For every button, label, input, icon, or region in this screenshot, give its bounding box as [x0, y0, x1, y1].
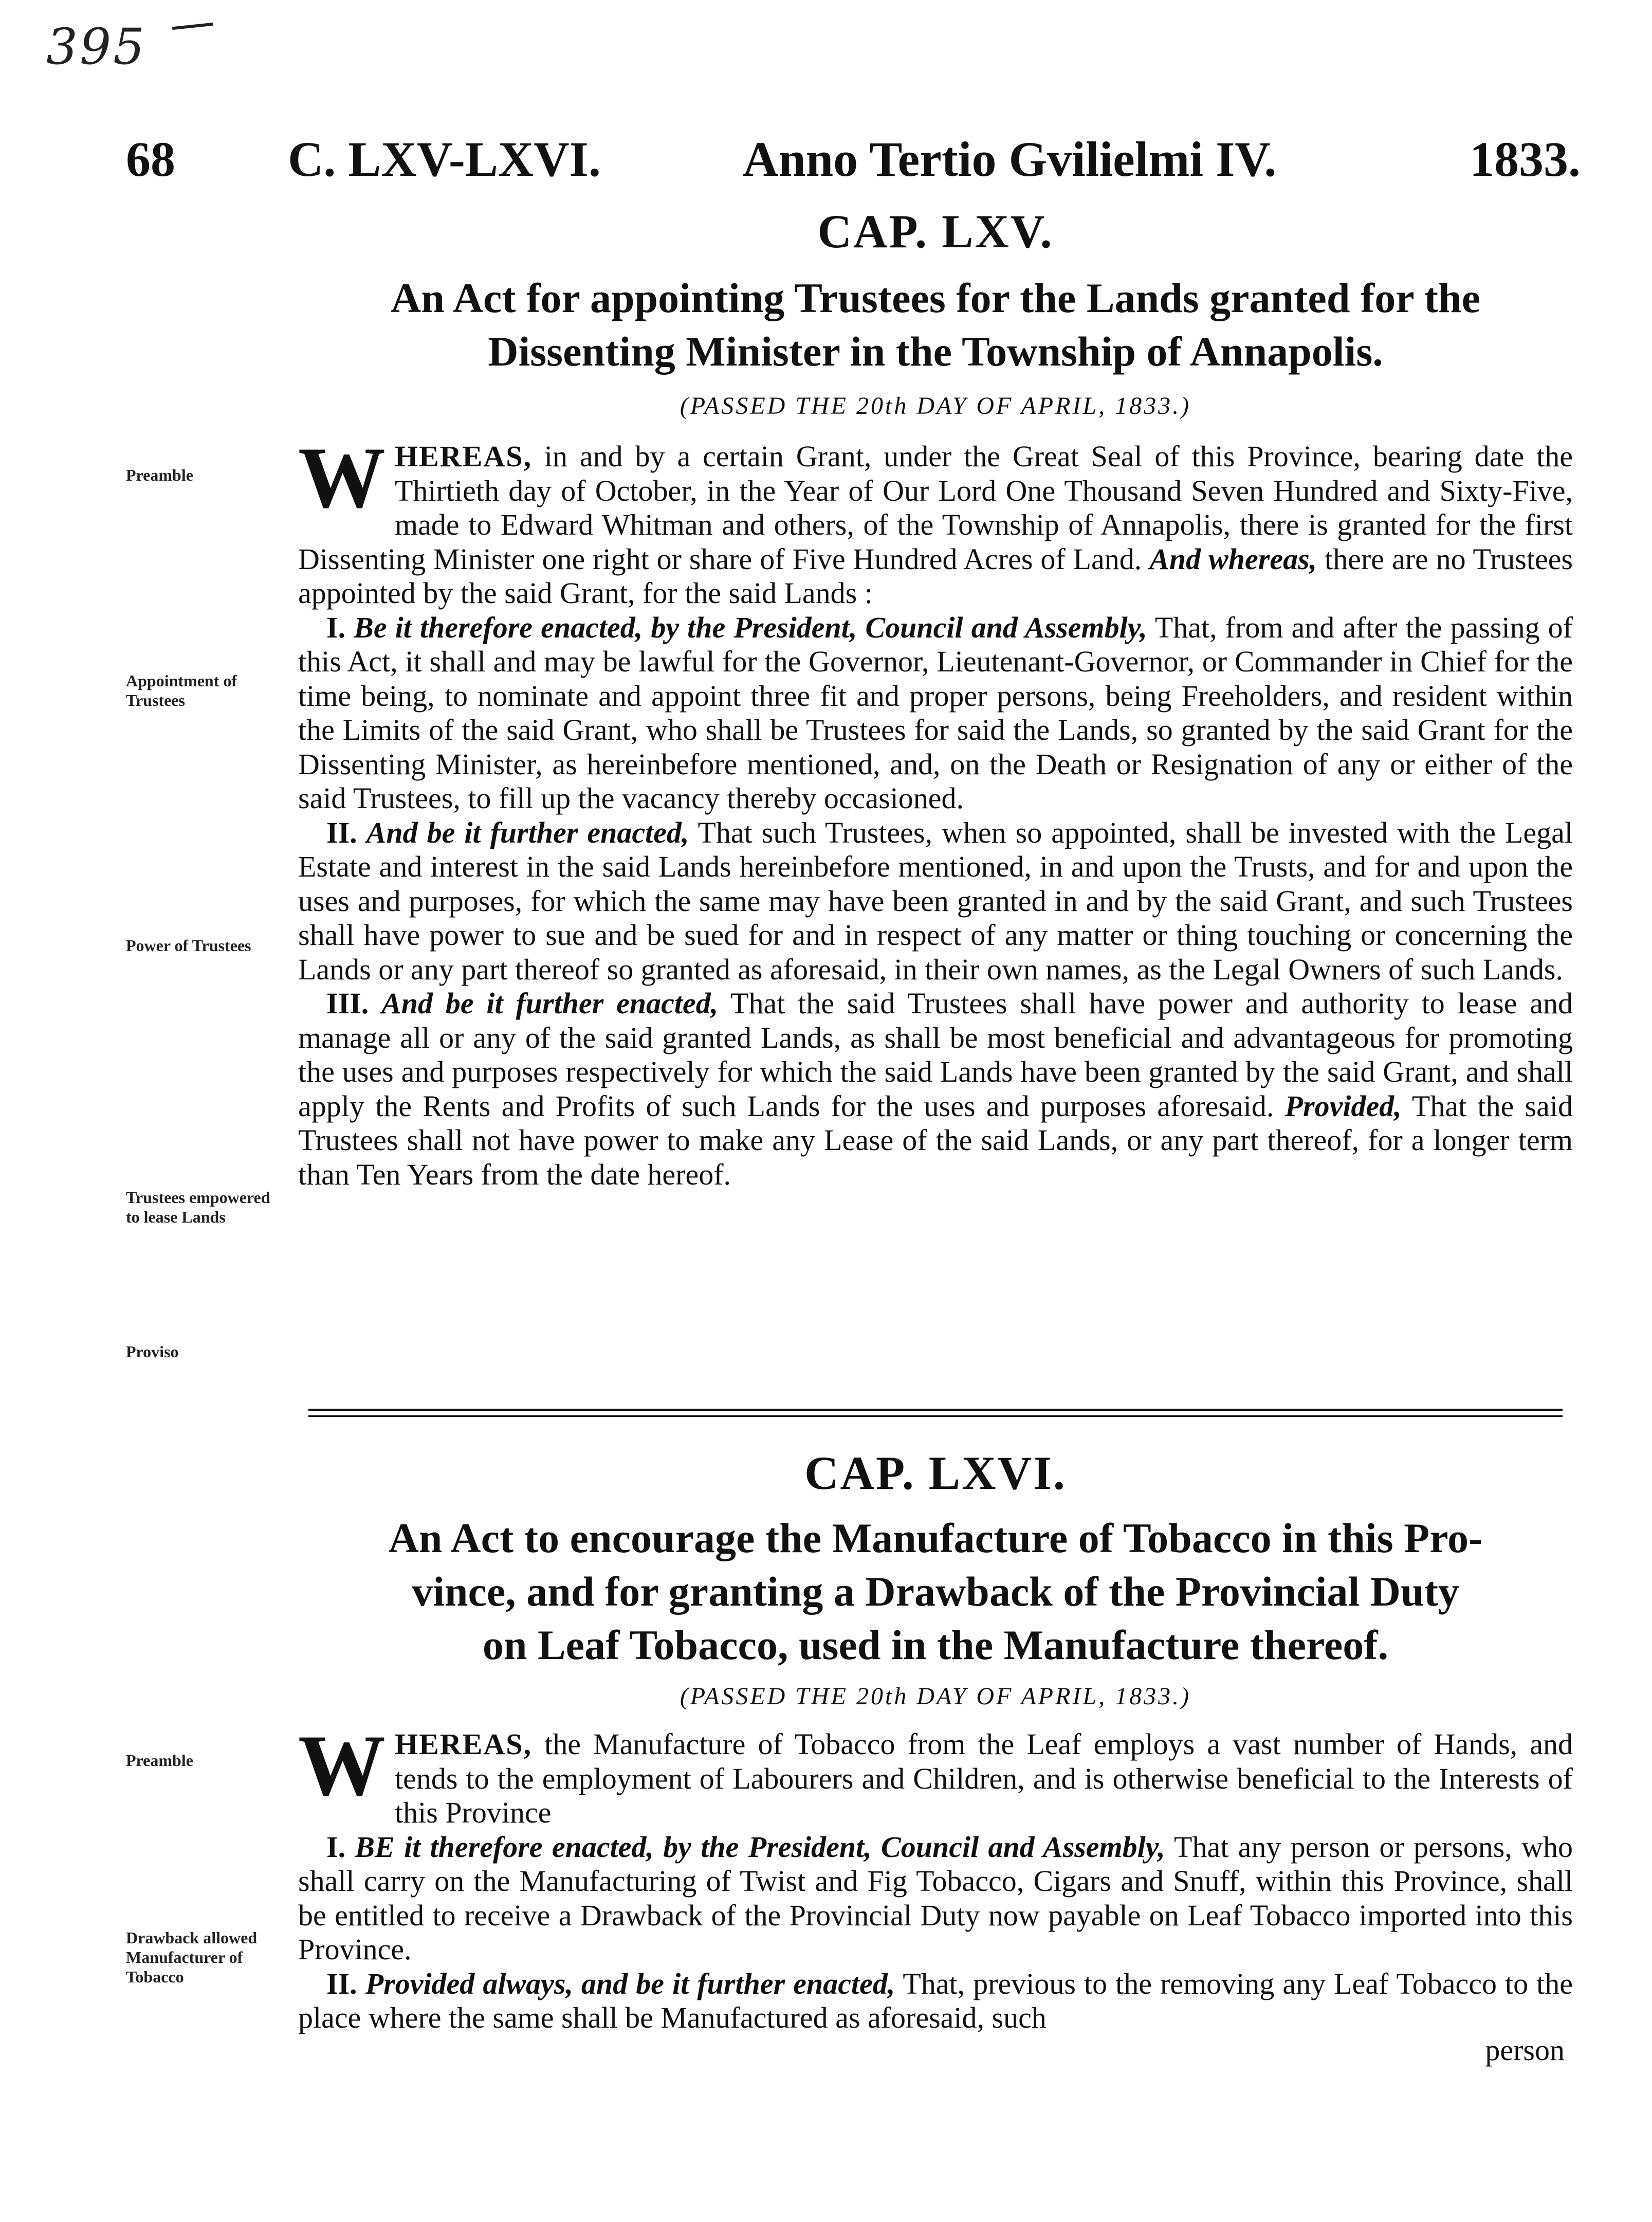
cap65-passed: (PASSED THE 20th DAY OF APRIL, 1833.) [680, 392, 1191, 420]
cap66-act-title-line2: vince, and for granting a Drawback of the Provincial Duty [412, 1568, 1459, 1615]
cap65-section-3: III. And be it further enacted, That the said Trustees shall have power and authority to lease and manage all or any of the said granted Lands, as shall be most beneficial and advantageous for promoting the uses and purposes respectively for which the said Lands have been granted by the said Grant, and shall apply the Rents and Profits of such Lands for the uses and purposes aforesaid. Provided, That the said Trustees shall not have power to make any Lease of the said Lands, or any part thereof, for a longer term than Ten Years from the date hereof. [298, 987, 1573, 1191]
cap66-passed: (PASSED THE 20th DAY OF APRIL, 1833.) [680, 1683, 1191, 1710]
margin-note-drawback: Drawback allowed Manufacturer of Tobacco [126, 1928, 258, 1986]
cap65-title: CAP. LXV. [817, 205, 1054, 258]
margin-note-power: Power of Trustees [126, 936, 251, 955]
dropcap: W [298, 429, 386, 526]
cap65-preamble: WHEREAS, in and by a certain Grant, under the Great Seal of this Province, bearing date the Thirtieth day of October, in the Year of Our Lord One Thousand Seven Hundred and Sixty-Five, made to Edward Whitman and others, of the Township of Annapolis, there is granted for the first Dissenting Minister one right or share of Five Hundred Acres of Land. And whereas, there are no Trustees appointed by the said Grant, for the said Lands : [298, 429, 1573, 610]
cap66-body [298, 1717, 1573, 2035]
cap66-preamble: WHEREAS, the Manufacture of Tobacco from the Leaf employs a vast number of Hands, and tends to the employment of Labourers and Children, and is otherwise beneficial to the Interests of this Province [298, 1717, 1573, 1829]
section-divider-rule [308, 1409, 1563, 1417]
folio-dash [172, 23, 213, 30]
cap65-section-2: II. And be it further enacted, That such Trustees, when so appointed, shall be invested with the Legal Estate and interest in the said Lands hereinbefore mentioned, in and upon the Trusts, and for and upon the uses and purposes, for which the same may have been granted in and by the said Grant, and such Trustees shall have power to sue and be sued for and in respect of any matter or thing touching or concerning the Lands or any part thereof so granted as aforesaid, in their own names, as the Legal Owners of such Lands. [298, 815, 1573, 986]
cap66-act-title-line1: An Act to encourage the Manufacture of Tobacco in this Pro- [388, 1515, 1483, 1561]
cap66-title: CAP. LXVI. [804, 1447, 1067, 1499]
cap65-section-1: I. Be it therefore enacted, by the President, Council and Assembly, That, from and after the passing of this Act, it shall and may be lawful for the Governor, Lieutenant-Governor, or Commander in Chief for the time being, to nominate and appoint three fit and proper persons, being Freeholders, and resident within the Limits of the said Grant, who shall be Trustees for said the Lands, so granted by the said Grant for the Dissenting Minister, as hereinbefore mentioned, and, on the Death or Resignation of any or either of the said Trustees, to fill up the vacancy thereby occasioned. [298, 610, 1573, 815]
cap66-section-2: II. Provided always, and be it further enacted, That, previous to the removing any Leaf Tobacco to the place where the same shall be Manufactured as aforesaid, such [298, 1966, 1573, 2034]
header-year: 1833. [1470, 132, 1581, 187]
dropcap: W [298, 1717, 386, 1814]
cap65-act-title [288, 271, 1583, 378]
cap66-act-title-line3: on Leaf Tobacco, used in the Manufacture thereof. [482, 1622, 1389, 1668]
catchword: person [1485, 2033, 1565, 2067]
margin-note-lease: Trustees empowered to lease Lands [126, 1188, 270, 1226]
margin-note-preamble-66: Preamble [126, 1751, 193, 1770]
cap66-section-1: I. BE it therefore enacted, by the President, Council and Assembly, That any person or persons, who shall carry on the Manufacturing of Twist and Fig Tobacco, Cigars and Snuff, within this Province, shall be entitled to receive a Drawback of the Provincial Duty now payable on Leaf Tobacco imported into this Province. [298, 1830, 1573, 1966]
folio-mark: 395 [46, 18, 147, 76]
chapter-range: C. LXV-LXVI. [288, 132, 601, 187]
cap65-act-title-line1: An Act for appointing Trustees for the Lands granted for the [391, 275, 1480, 321]
page-number: 68 [126, 132, 175, 187]
regnal-year: Anno Tertio Gvilielmi IV. [743, 132, 1277, 187]
margin-note-preamble: Preamble [126, 466, 193, 484]
cap65-act-title-line2: Dissenting Minister in the Township of Annapolis. [488, 328, 1383, 375]
cap65-body [298, 429, 1573, 1192]
margin-note-appointment: Appointment of Trustees [126, 671, 237, 709]
cap66-act-title [288, 1511, 1583, 1672]
margin-note-proviso: Proviso [126, 1342, 179, 1361]
